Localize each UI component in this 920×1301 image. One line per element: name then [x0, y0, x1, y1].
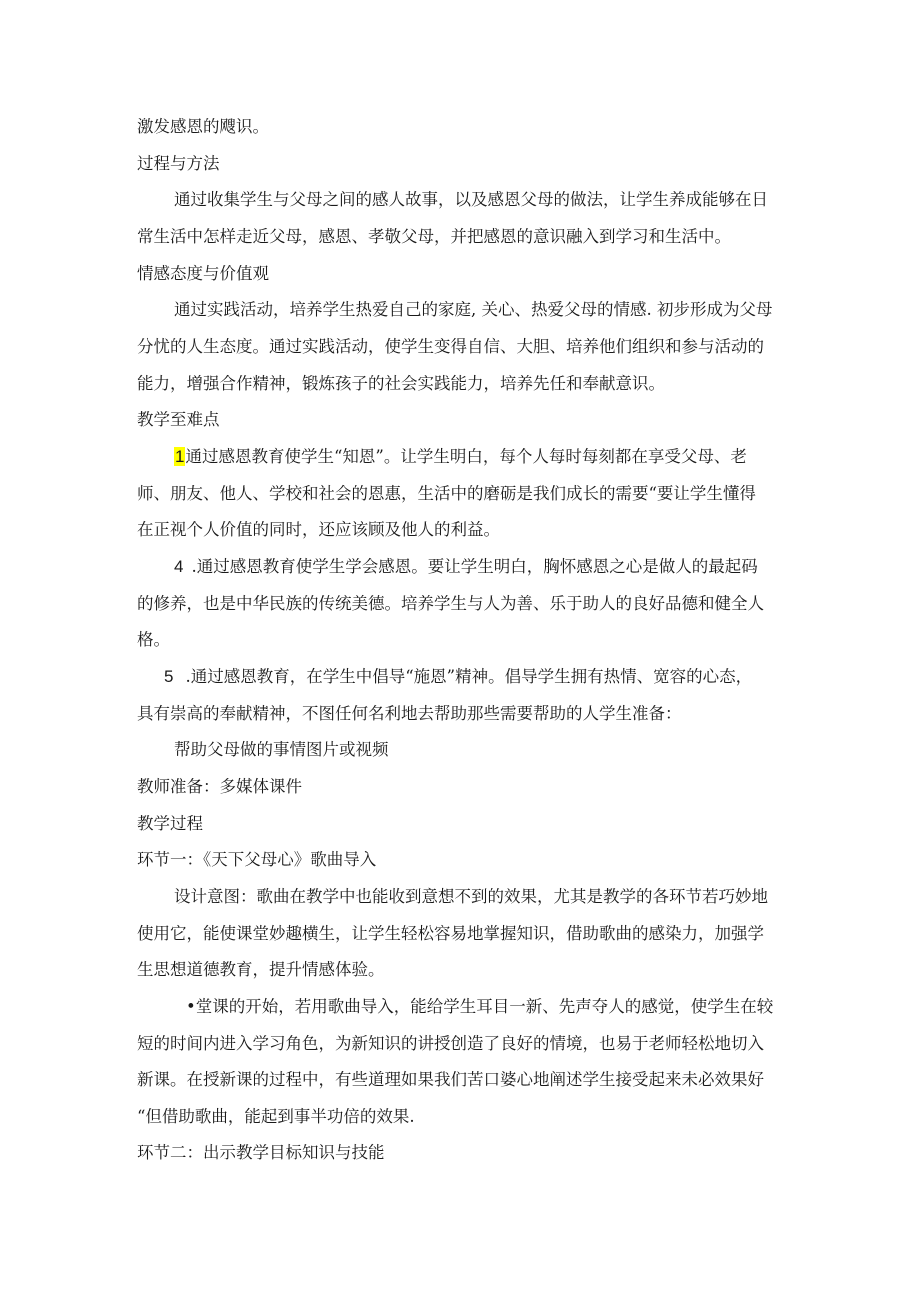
text-line: 设计意图：歌曲在教学中也能收到意想不到的效果，尤其是教学的各环节若巧妙地 — [174, 887, 768, 906]
text-line: 的修养，也是中华民族的传统美德。培养学生与人为善、乐于助人的良好品德和健全人 — [137, 594, 764, 613]
section-heading: 情感态度与价值观 — [137, 264, 269, 283]
section-heading: 过程与方法 — [137, 154, 220, 173]
text-line: 格。 — [137, 630, 170, 649]
list-item-1 — [174, 447, 747, 467]
text-line: 通过实践活动，培养学生热爱自己的家庭, 关心、热爱父母的情感. 初步形成为父母 — [174, 300, 773, 319]
text-line: 使用它，能使课堂妙趣横生，让学生轻松容易地掌握知识，借助歌曲的感染力，加强学 — [137, 924, 764, 943]
text-line: 能力，增强合作精神，锻炼孩子的社会实践能力，培养先任和奉献意识。 — [137, 374, 665, 393]
text-line: 常生活中怎样走近父母，感恩、孝敬父母，并把感恩的意识融入到学习和生活中。 — [137, 227, 731, 246]
text-line: 生思想道德教育，提升情感体验。 — [137, 960, 385, 979]
text-line: 师、朋友、他人、学校和社会的恩惠，生活中的磨砺是我们成长的需要“要让学生懂得 — [137, 484, 756, 503]
section-heading: 教学至难点 — [137, 410, 220, 429]
text-line: “但借助歌曲，能起到事半功倍的效果. — [137, 1107, 415, 1126]
list-item-5 — [164, 667, 752, 687]
section-heading: 教学过程 — [137, 814, 203, 833]
section-heading: 环节二：出示教学目标知识与技能 — [137, 1143, 385, 1162]
item-number: 5 — [164, 667, 174, 686]
text-line: 新课。在授新课的过程中，有些道理如果我们苦口婆心地阐述学生接受起来未必效果好 — [137, 1070, 764, 1089]
text-line: .通过感恩教育使学生学会感恩。要让学生明白，胸怀感恩之心是做人的最起码 — [191, 557, 758, 576]
list-item-4 — [174, 557, 758, 577]
text-line: 短的时间内进入学习角色，为新知识的讲授创造了良好的情境，也易于老师轻松地切入 — [137, 1034, 764, 1053]
text-line: .通过感恩教育，在学生中倡导“施恩”精神。倡导学生拥有热情、宽容的心态， — [185, 667, 753, 686]
text-line: 在正视个人价值的同时，还应该顾及他人的利益。 — [137, 520, 500, 539]
section-heading: 环节一：《天下父母心》歌曲导入 — [137, 850, 377, 869]
text-line: 激发感恩的飕识。 — [137, 117, 269, 136]
text-line: 具有崇高的奉献精神，不图任何名利地去帮助那些需要帮助的人学生准备： — [137, 704, 682, 723]
item-number: 4 — [174, 557, 184, 576]
text-line: 通过感恩教育使学生“知恩”。让学生明白，每个人每时每刻都在享受父母、老 — [185, 447, 747, 466]
text-line: 通过收集学生与父母之间的感人故事，以及感恩父母的做法，让学生养成能够在日 — [174, 190, 768, 209]
text-line: 帮助父母做的事情图片或视频 — [174, 740, 389, 759]
text-line: 教师准备：多媒体课件 — [137, 777, 302, 796]
text-line: •堂课的开始，若用歌曲导入，能给学生耳目一新、先声夺人的感觉，使学生在较 — [186, 997, 774, 1016]
text-line: 分忧的人生态度。通过实践活动，使学生变得自信、大胆、培养他们组织和参与活动的 — [137, 337, 764, 356]
item-number-highlighted: 1 — [175, 447, 185, 466]
